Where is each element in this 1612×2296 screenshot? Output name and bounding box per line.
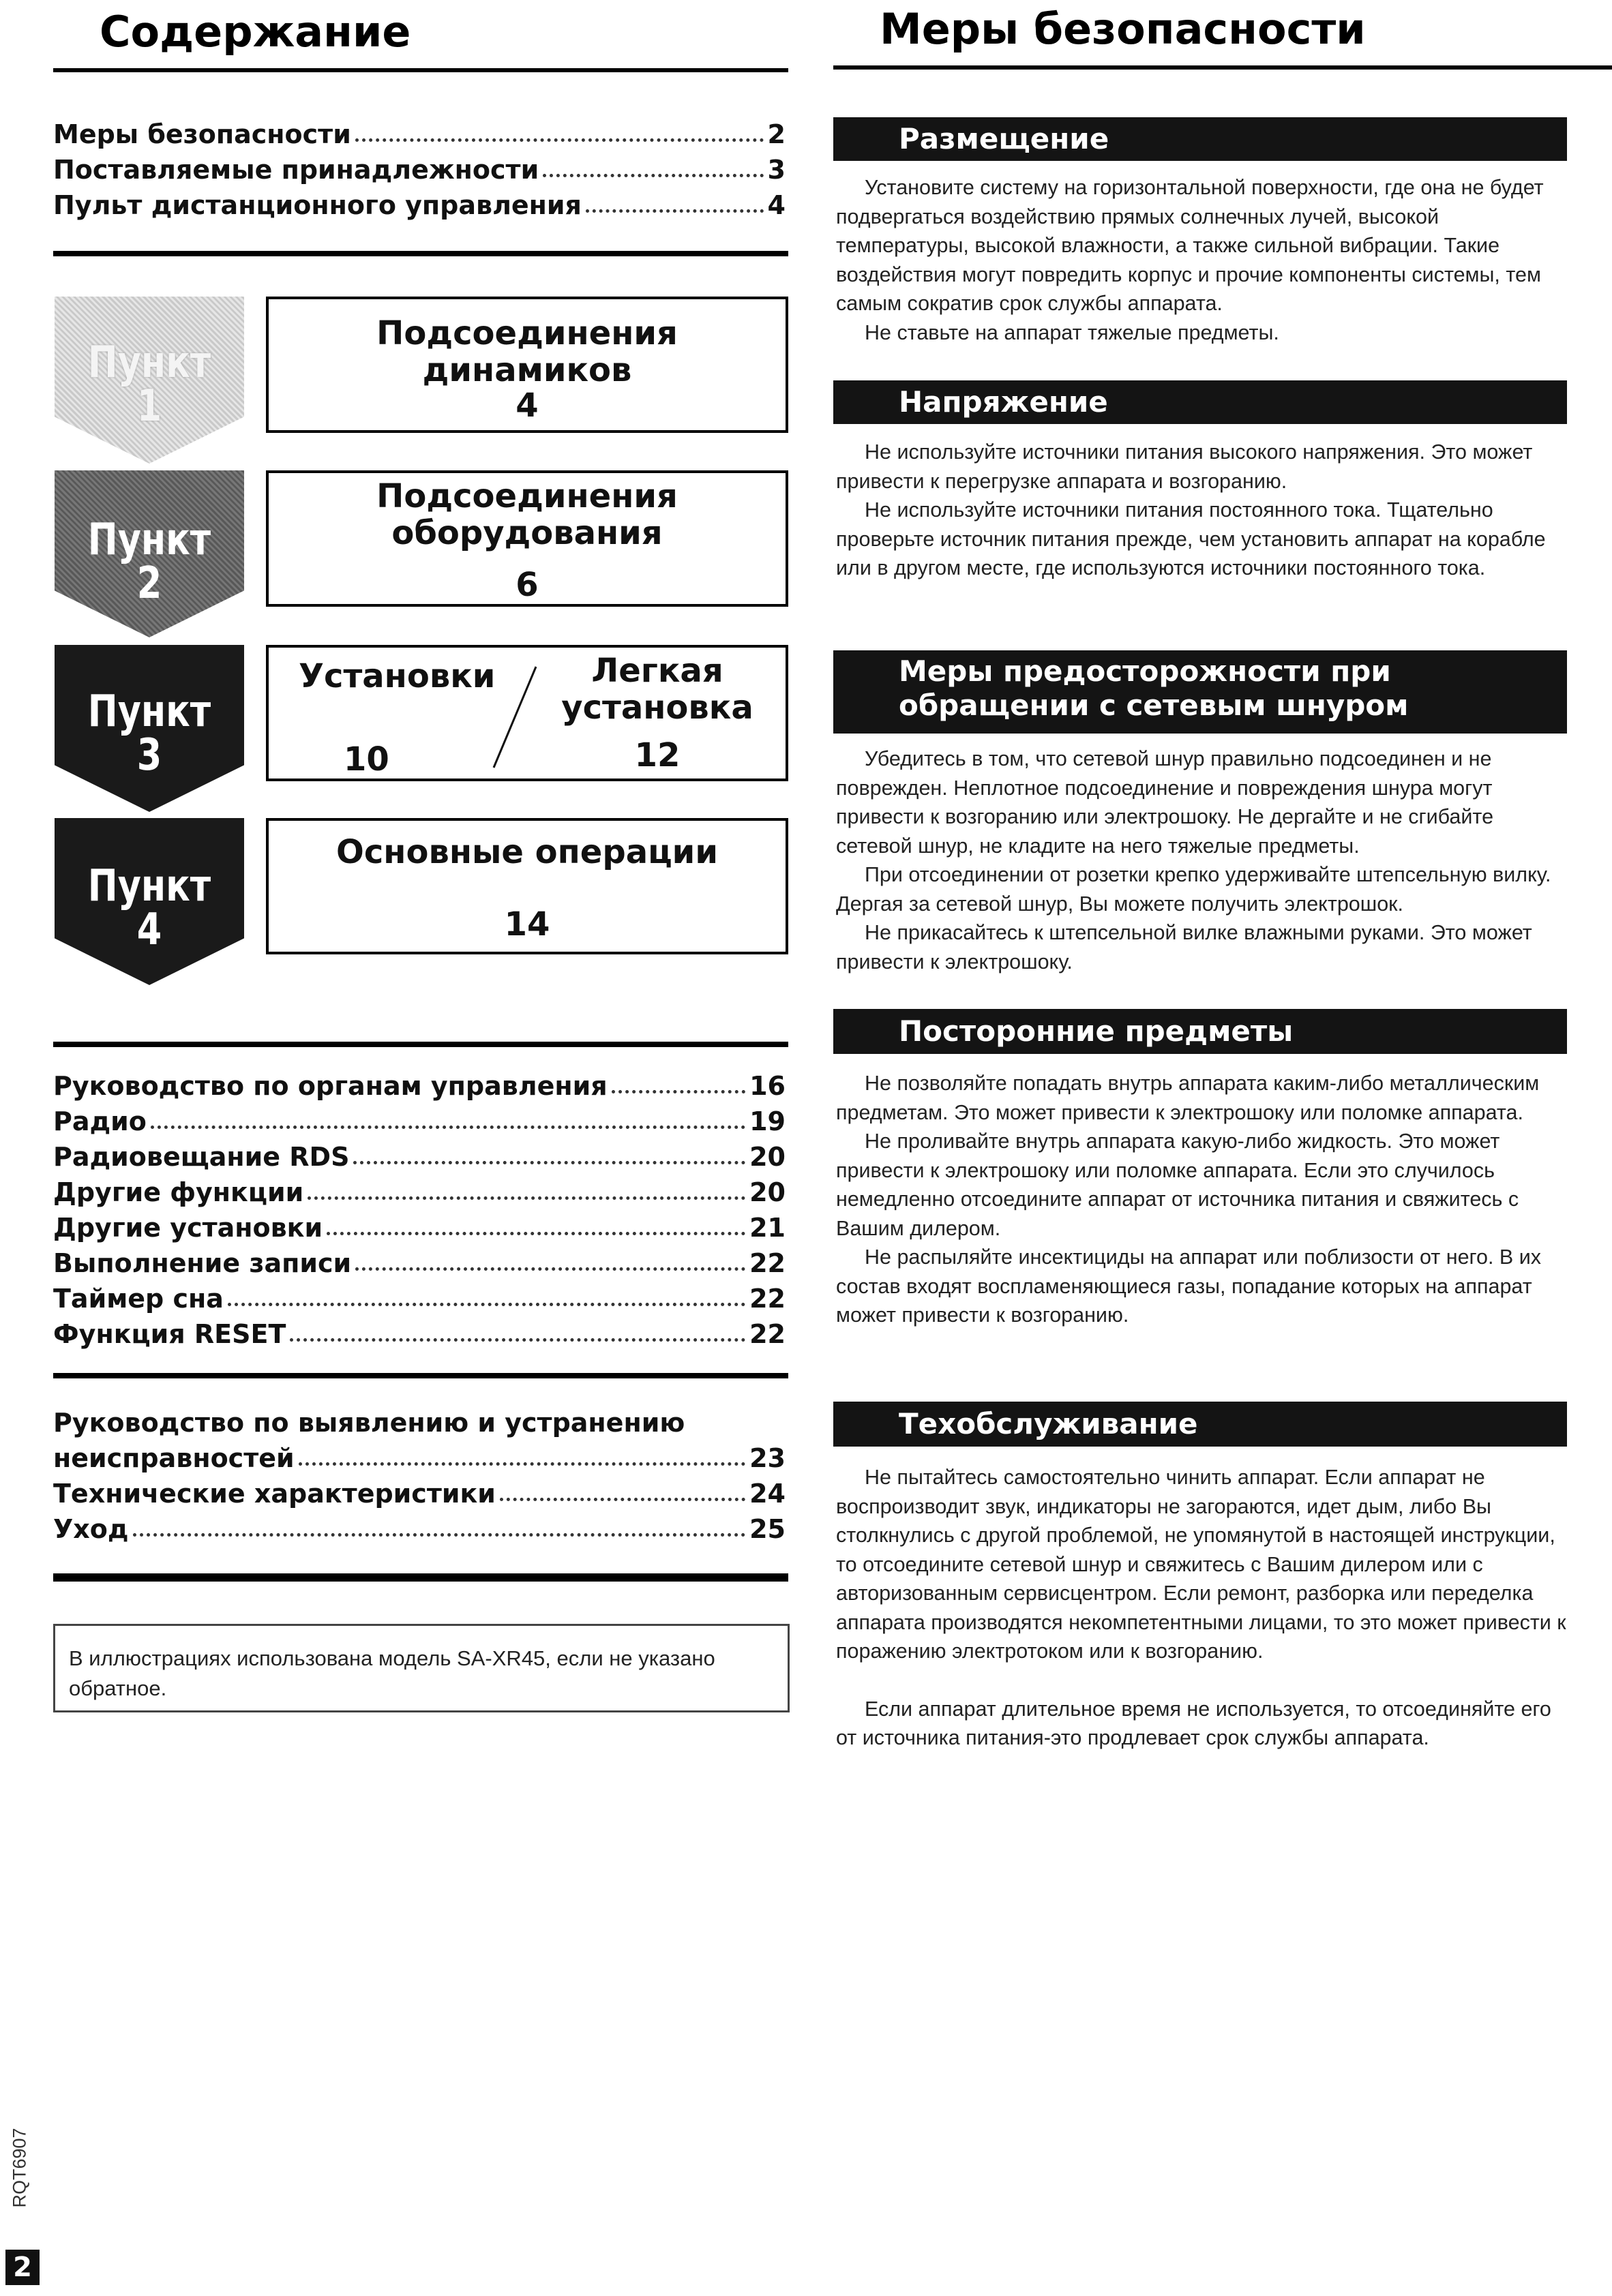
toc-entry-label: Радио	[53, 1106, 147, 1136]
toc-entry[interactable]	[53, 147, 786, 183]
toc-leader	[355, 1267, 745, 1271]
section-body-voltage	[836, 438, 1567, 583]
toc-entry[interactable]	[53, 1170, 786, 1205]
toc-entry[interactable]	[53, 112, 786, 147]
toc-entry-page: 25	[749, 1514, 786, 1544]
step-4-title: Основные операции	[336, 833, 718, 871]
step-4-box[interactable]	[266, 818, 788, 954]
section-body-placement	[836, 173, 1567, 347]
toc-entry-label: Функция RESET	[53, 1319, 286, 1349]
toc-entry[interactable]	[53, 1436, 786, 1471]
step-3-box[interactable]	[266, 645, 788, 781]
toc-leader	[299, 1462, 745, 1466]
toc-entry[interactable]	[53, 1471, 786, 1507]
toc-leader	[586, 209, 764, 213]
toc-entry-page: 16	[749, 1071, 786, 1101]
toc-entry-page: 22	[749, 1284, 786, 1314]
page-number: 2	[5, 2250, 40, 2285]
step-3-right-title-line2: установка	[561, 689, 753, 727]
toc-entry[interactable]	[53, 1099, 786, 1134]
toc-leader	[612, 1090, 745, 1093]
contents-title: Содержание	[100, 7, 411, 57]
toc-entry-label: Технические характеристики	[53, 1479, 496, 1509]
toc-entry-page: 22	[749, 1319, 786, 1349]
step-4-page: 14	[504, 905, 550, 943]
toc-leader	[355, 138, 764, 142]
paragraph: При отсоединении от розетки крепко удерживайте штепсельную вилку. Дергая за сетевой шнур, Вы можете получить электрошок.	[836, 863, 1551, 916]
safety-title: Меры безопасности	[880, 4, 1366, 54]
toc-entry-page: 19	[749, 1106, 786, 1136]
step-3-slash	[487, 663, 541, 772]
toc-entry-label: Руководство по органам управления	[53, 1071, 608, 1101]
section-heading-maintenance: Техобслуживание	[833, 1402, 1567, 1447]
paragraph: Не пытайтесь самостоятельно чинить аппарат. Если аппарат не воспроизводит звук, индикаторы не загораются, идет дым, либо Вы столкнулись с другой проблемой, не упомянутой в настоящей инструкции, то отсоедините сетевой шнур и свяжитесь с Вашим дилером или с авторизованным сервисцентром. Если ремонт, разборка или переделка аппарата производятся некомпетентными лицами, то это может привести к поражению электротоком или к возгоранию.	[836, 1466, 1566, 1663]
toc-leader	[543, 174, 763, 177]
paragraph: Не проливайте внутрь аппарата какую-либо жидкость. Это может привести к электрошоку или поломке аппарата. Если это случилось немедленно отсоедините аппарат от источника питания и свяжитесь с Вашим дилером.	[836, 1130, 1519, 1240]
paragraph: Не используйте источники питания постоянного тока. Тщательно проверьте источник питания прежде, чем установить аппарат на корабле или в другом месте, где используются источники постоянного тока.	[836, 498, 1546, 579]
toc-entry-label: неисправностей	[53, 1443, 295, 1473]
toc-entry[interactable]	[53, 1507, 786, 1542]
paragraph: Установите систему на горизонтальной поверхности, где она не будет подвергаться воздействию прямых солнечных лучей, высокой температуры, высокой влажности, а также сильной вибрации. Такие воздействия могут повредить корпус и прочие компоненты системы, тем самым сократив срок службы аппарата.	[836, 176, 1544, 315]
toc-entry-label: Руководство по выявлению и устранению	[53, 1408, 685, 1438]
toc-entry[interactable]	[53, 1241, 786, 1276]
toc-entry-page: 20	[749, 1142, 786, 1172]
toc-entry-label: Радиовещание RDS	[53, 1142, 350, 1172]
toc-entry-page: 22	[749, 1248, 786, 1278]
paragraph: Не распыляйте инсектициды на аппарат или поблизости от него. В их состав входят воспламеняющиеся газы, попадание которых на аппарат может привести к возгоранию.	[836, 1245, 1542, 1327]
toc-entry[interactable]	[53, 1134, 786, 1170]
step-3-left-page: 10	[344, 740, 389, 779]
paragraph: Не прикасайтесь к штепсельной вилке влажными руками. Это может привести к электрошоку.	[836, 921, 1532, 973]
toc-entry-page: 24	[749, 1479, 786, 1509]
toc-entry-label: Поставляемые принадлежности	[53, 155, 539, 185]
safety-title-rule	[833, 65, 1612, 70]
step-4-label: Пункт 4	[87, 861, 211, 955]
step-2-title-line2: оборудования	[391, 514, 663, 552]
toc-leader	[353, 1161, 745, 1164]
toc-entry[interactable]	[53, 183, 786, 218]
toc-entry-page: 2	[767, 119, 786, 149]
step-3-right-page: 12	[634, 736, 681, 774]
toc-entry[interactable]	[53, 1312, 786, 1347]
toc-entry-first-line[interactable]	[53, 1400, 786, 1436]
toc-entry-label: Таймер сна	[53, 1284, 224, 1314]
toc-leader	[151, 1126, 745, 1129]
toc-entry-label: Другие установки	[53, 1213, 323, 1243]
step-1-label: Пункт 1	[87, 337, 211, 432]
section-heading-power-cord	[833, 650, 1567, 734]
section-divider	[53, 251, 788, 256]
section-heading-foreign-objects: Посторонние предметы	[833, 1009, 1567, 1054]
toc-entry-label: Выполнение записи	[53, 1248, 352, 1278]
toc-entry-label: Пульт дистанционного управления	[53, 190, 582, 220]
paragraph: Если аппарат длительное время не используется, то отсоединяйте его от источника питания-это продлевает срок службы аппарата.	[836, 1697, 1551, 1749]
step-2-label: Пункт 2	[87, 515, 211, 609]
model-code: RQT6907	[9, 2128, 30, 2208]
section-body-power-cord	[836, 744, 1567, 976]
toc-leader	[308, 1196, 745, 1200]
paragraph: Не позволяйте попадать внутрь аппарата каким-либо металлическим предметам. Это может привести к электрошоку или поломке аппарата.	[836, 1072, 1540, 1124]
toc-leader	[327, 1232, 745, 1235]
step-3-left-title: Установки	[299, 657, 496, 695]
step-3-label: Пункт 3	[87, 686, 211, 781]
toc-entry[interactable]	[53, 1205, 786, 1241]
toc-entry-page: 21	[749, 1213, 786, 1243]
toc-leader	[500, 1498, 745, 1501]
toc-leader	[133, 1533, 746, 1537]
step-2-title-line1: Подсоединения	[376, 477, 678, 515]
step-2-box[interactable]	[266, 470, 788, 607]
toc-entry-page: 20	[749, 1177, 786, 1207]
toc-entry-label: Меры безопасности	[53, 119, 351, 149]
toc-entry[interactable]	[53, 1063, 786, 1099]
section-heading-voltage: Напряжение	[833, 380, 1567, 424]
step-1-page: 4	[516, 387, 539, 425]
toc-leader	[290, 1338, 745, 1342]
section-body-foreign-objects	[836, 1069, 1567, 1330]
toc-entry-page: 3	[767, 155, 786, 185]
step-1-title: Подсоединения динамиков	[376, 314, 678, 389]
step-1-box[interactable]	[266, 297, 788, 433]
model-note: В иллюстрациях использована модель SA-XR45, если не указано обратное.	[53, 1624, 790, 1712]
paragraph: Не ставьте на аппарат тяжелые предметы.	[865, 320, 1279, 344]
heading-line: Меры предосторожности при	[899, 654, 1391, 688]
toc-entry-label: Другие функции	[53, 1177, 304, 1207]
toc-entry[interactable]	[53, 1276, 786, 1312]
heading-line: обращении с сетевым шнуром	[899, 689, 1409, 723]
section-divider	[53, 1373, 788, 1378]
section-divider	[53, 1573, 788, 1582]
step-3-right-title-line1: Легкая	[591, 652, 723, 690]
step-2-page: 6	[516, 566, 539, 604]
toc-entry-label: Уход	[53, 1514, 129, 1544]
paragraph: Убедитесь в том, что сетевой шнур правильно подсоединен и не поврежден. Неплотное подсоединение и повреждения шнура могут привести к возгоранию или электрошоку. Не дергайте и не сгибайте сетевой шнур, не кладите на него тяжелые предметы.	[836, 747, 1494, 858]
section-divider	[53, 1042, 788, 1047]
contents-title-rule	[53, 68, 788, 72]
section-body-maintenance	[836, 1463, 1567, 1753]
toc-entry-page: 4	[767, 190, 786, 220]
section-heading-placement: Размещение	[833, 117, 1567, 161]
paragraph: Не используйте источники питания высокого напряжения. Это может привести к перегрузке аппарата и возгоранию.	[836, 440, 1533, 493]
toc-leader	[228, 1303, 745, 1306]
toc-entry-page: 23	[749, 1443, 786, 1473]
